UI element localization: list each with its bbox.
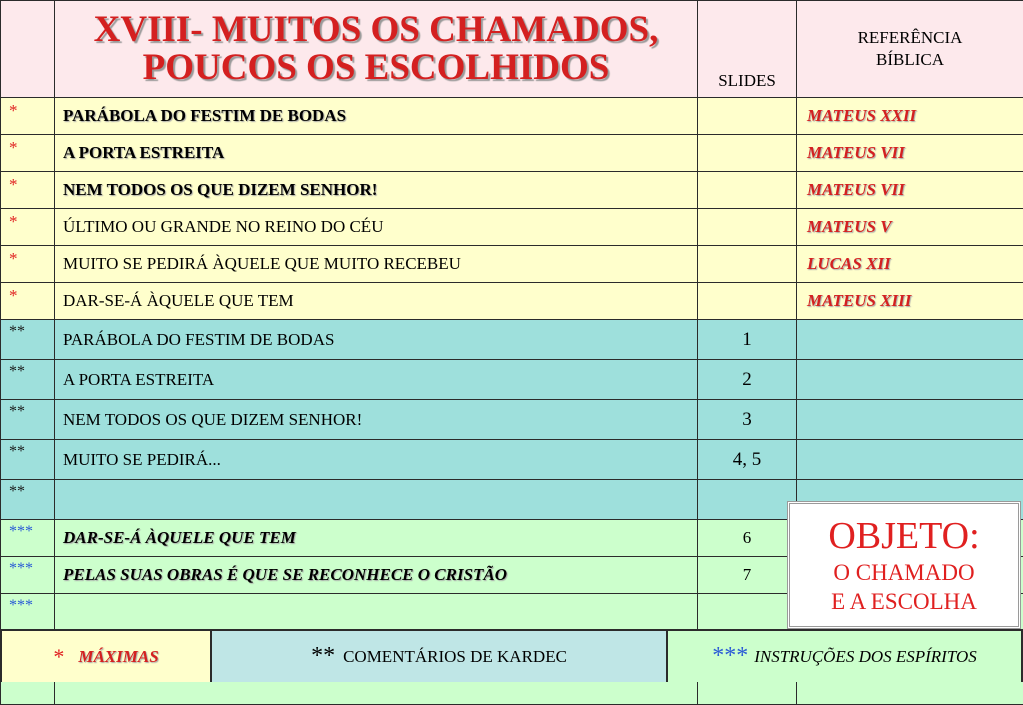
slide-number[interactable]: 4, 5: [698, 440, 797, 480]
maxima-mark: *: [1, 172, 55, 209]
comentario-row[interactable]: [1, 320, 1023, 360]
comentario-label[interactable]: MUITO SE PEDIRÁ...: [55, 440, 698, 480]
comentario-label[interactable]: NEM TODOS OS QUE DIZEM SENHOR!: [55, 400, 698, 440]
instrucao-mark: ***: [1, 594, 55, 631]
comentario-label[interactable]: PARÁBOLA DO FESTIM DE BODAS: [55, 320, 698, 360]
maxima-slides-cell: [698, 98, 797, 135]
maxima-slides-cell: [698, 246, 797, 283]
comentario-ref-cell: [797, 400, 1023, 440]
comentario-mark: **: [1, 440, 55, 480]
maxima-row[interactable]: [1, 135, 1023, 172]
comentario-mark: **: [1, 480, 55, 520]
maxima-mark: *: [1, 246, 55, 283]
bible-reference: MATEUS XXII: [797, 98, 1023, 135]
legend-comentarios[interactable]: [212, 631, 668, 682]
legend-comentarios-label: COMENTÁRIOS DE KARDEC: [343, 647, 567, 667]
reference-header-line-2: BÍBLICA: [797, 49, 1023, 71]
maxima-label[interactable]: A PORTA ESTREITA: [55, 135, 698, 172]
header-mark-cell: [1, 1, 55, 98]
legend-bar: [0, 629, 1023, 682]
instrucao-label: [55, 594, 698, 631]
bible-reference: MATEUS V: [797, 209, 1023, 246]
comentario-ref-cell: [797, 440, 1023, 480]
comentario-label: [55, 480, 698, 520]
comentario-ref-cell: [797, 360, 1023, 400]
objeto-line-2: E A ESCOLHA: [790, 587, 1018, 616]
maxima-slides-cell: [698, 209, 797, 246]
objeto-box: [787, 501, 1021, 629]
maxima-label[interactable]: DAR-SE-Á ÀQUELE QUE TEM: [55, 283, 698, 320]
comentario-mark: **: [1, 400, 55, 440]
title-line-2: POUCOS OS ESCOLHIDOS: [55, 49, 697, 87]
legend-maximas-label: MÁXIMAS: [78, 647, 158, 667]
comentario-label[interactable]: A PORTA ESTREITA: [55, 360, 698, 400]
slide-number[interactable]: 6: [698, 520, 797, 557]
instrucao-mark: ***: [1, 557, 55, 594]
legend-maximas-symbol: *: [53, 644, 64, 670]
reference-column-header: [797, 1, 1023, 98]
slide-number[interactable]: 2: [698, 360, 797, 400]
slides-column-header: SLIDES: [698, 1, 797, 98]
comentario-ref-cell: [797, 320, 1023, 360]
maxima-row[interactable]: [1, 209, 1023, 246]
maxima-mark: *: [1, 283, 55, 320]
comentario-row[interactable]: [1, 440, 1023, 480]
objeto-line-1: O CHAMADO: [790, 558, 1018, 587]
maxima-row[interactable]: [1, 172, 1023, 209]
maxima-mark: *: [1, 209, 55, 246]
header-row: [1, 1, 1023, 98]
reference-header-line-1: REFERÊNCIA: [797, 27, 1023, 49]
legend-maximas[interactable]: [0, 631, 212, 682]
instrucao-label[interactable]: DAR-SE-Á ÀQUELE QUE TEM: [55, 520, 698, 557]
comentario-row[interactable]: [1, 360, 1023, 400]
slide-number: [698, 480, 797, 520]
maxima-slides-cell: [698, 135, 797, 172]
instrucao-mark: ***: [1, 520, 55, 557]
slide-number[interactable]: 7: [698, 557, 797, 594]
comentario-mark: **: [1, 320, 55, 360]
maxima-slides-cell: [698, 172, 797, 209]
maxima-label[interactable]: ÚLTIMO OU GRANDE NO REINO DO CÉU: [55, 209, 698, 246]
bible-reference: MATEUS XIII: [797, 283, 1023, 320]
page-title: [55, 1, 698, 98]
maxima-mark: *: [1, 98, 55, 135]
maxima-mark: *: [1, 135, 55, 172]
maxima-row[interactable]: [1, 246, 1023, 283]
comentario-mark: **: [1, 360, 55, 400]
bible-reference: MATEUS VII: [797, 172, 1023, 209]
instrucao-label[interactable]: PELAS SUAS OBRAS É QUE SE RECONHECE O CRISTÃO: [55, 557, 698, 594]
legend-instrucoes-label: INSTRUÇÕES DOS ESPÍRITOS: [754, 647, 977, 667]
bible-reference: MATEUS VII: [797, 135, 1023, 172]
slide-number[interactable]: 1: [698, 320, 797, 360]
title-line-1: XVIII- MUITOS OS CHAMADOS,: [55, 11, 697, 49]
maxima-row[interactable]: [1, 98, 1023, 135]
bible-reference: LUCAS XII: [797, 246, 1023, 283]
maxima-slides-cell: [698, 283, 797, 320]
legend-instrucoes-symbol: ***: [712, 643, 748, 670]
maxima-row[interactable]: [1, 283, 1023, 320]
comentario-row[interactable]: [1, 400, 1023, 440]
slide-number[interactable]: 3: [698, 400, 797, 440]
maxima-label[interactable]: NEM TODOS OS QUE DIZEM SENHOR!: [55, 172, 698, 209]
legend-instrucoes[interactable]: [668, 631, 1023, 682]
maxima-label[interactable]: MUITO SE PEDIRÁ ÀQUELE QUE MUITO RECEBEU: [55, 246, 698, 283]
maxima-label[interactable]: PARÁBOLA DO FESTIM DE BODAS: [55, 98, 698, 135]
legend-comentarios-symbol: **: [311, 643, 335, 670]
objeto-title: OBJETO:: [790, 514, 1018, 558]
slide-number: [698, 594, 797, 631]
